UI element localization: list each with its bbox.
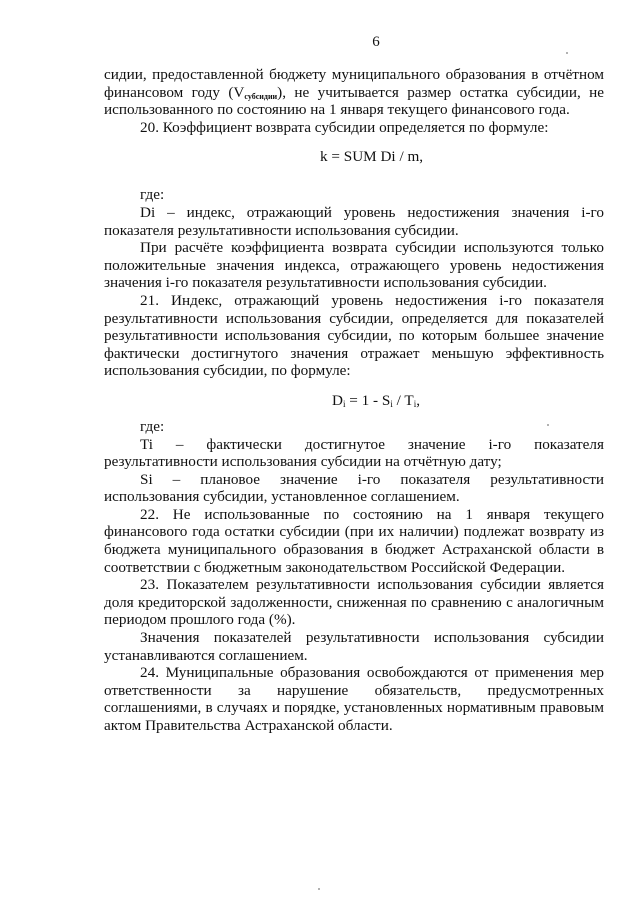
- scan-speck: [566, 52, 568, 54]
- paragraph-continuation-text-a: сидии, предоставленной бюджету муниципального образования в отчётном финансовом году (V: [104, 66, 604, 101]
- subsidy-subscript: субсидии: [244, 91, 278, 101]
- where-label-1: где:: [140, 186, 165, 204]
- formula-return-coefficient: k = SUM Di / m,: [320, 148, 424, 166]
- paragraph-22: 22. Не использованные по состоянию на 1 января текущего финансового года остатки субсидии (при их наличии) подлежат возврату из бюджета муниципального образования в бюджет Астраханской области в соответствии с бюджетным законодательством Российской Федерации.: [104, 505, 604, 576]
- formula-d: D: [332, 391, 343, 409]
- paragraph-21: 21. Индекс, отражающий уровень недостижения i-го показателя результативности использования субсидии, определяется для показателей результативности использования субсидии, по которым большее значение фактически достигнутого значения отражает меньшую эффективность использования субсидии, по формуле:: [104, 291, 604, 380]
- paragraph-continuation: [104, 66, 604, 119]
- formula-mid: = 1 - S: [345, 391, 391, 409]
- page-number: 6: [372, 34, 380, 50]
- paragraph-ti-definition: Ti – фактически достигнутое значение i-го показателя результативности использования субсидии на отчётную дату;: [104, 435, 604, 471]
- paragraph-20: 20. Коэффициент возврата субсидии определяется по формуле:: [140, 118, 549, 136]
- paragraph-24: 24. Муниципальные образования освобождаются от применения мер ответственности за нарушение обязательств, предусмотренных соглашениями, в случаях и порядке, установленных нормативным правовым актом Правительства Астраханской области.: [104, 664, 604, 734]
- formula-t-sub: i: [413, 398, 417, 409]
- formula-s-sub: i: [390, 398, 393, 409]
- formula-end: ,: [416, 391, 420, 409]
- paragraph-values: Значения показателей результативности использования субсидии устанавливаются соглашением.: [104, 629, 604, 664]
- formula-slash: / T: [392, 391, 414, 409]
- paragraph-di-definition: Di – индекс, отражающий уровень недостижения значения i-го показателя результативности использования субсидии.: [104, 203, 604, 239]
- paragraph-continuation-text-b: ), не учитывается размер остатка субсидии, не использованного по состоянию на 1 января текущего финансового года.: [104, 83, 604, 119]
- formula-index: [104, 392, 604, 410]
- paragraph-calculation-note: При расчёте коэффициента возврата субсидии используются только положительные значения индекса, отражающего уровень недостижения значения i-го показателя результативности использования субсидии.: [104, 239, 604, 292]
- formula-d-sub: i: [342, 398, 346, 409]
- paragraph-23: 23. Показателем результативности использования субсидии является доля кредиторской задолженности, сниженная по сравнению с аналогичным периодом прошлого года (%).: [104, 576, 604, 629]
- paragraph-si-definition: Si – плановое значение i-го показателя результативности использования субсидии, установленное соглашением.: [104, 470, 604, 506]
- scan-speck: [547, 424, 549, 426]
- scan-speck: [318, 888, 320, 890]
- where-label-2: где:: [140, 417, 165, 435]
